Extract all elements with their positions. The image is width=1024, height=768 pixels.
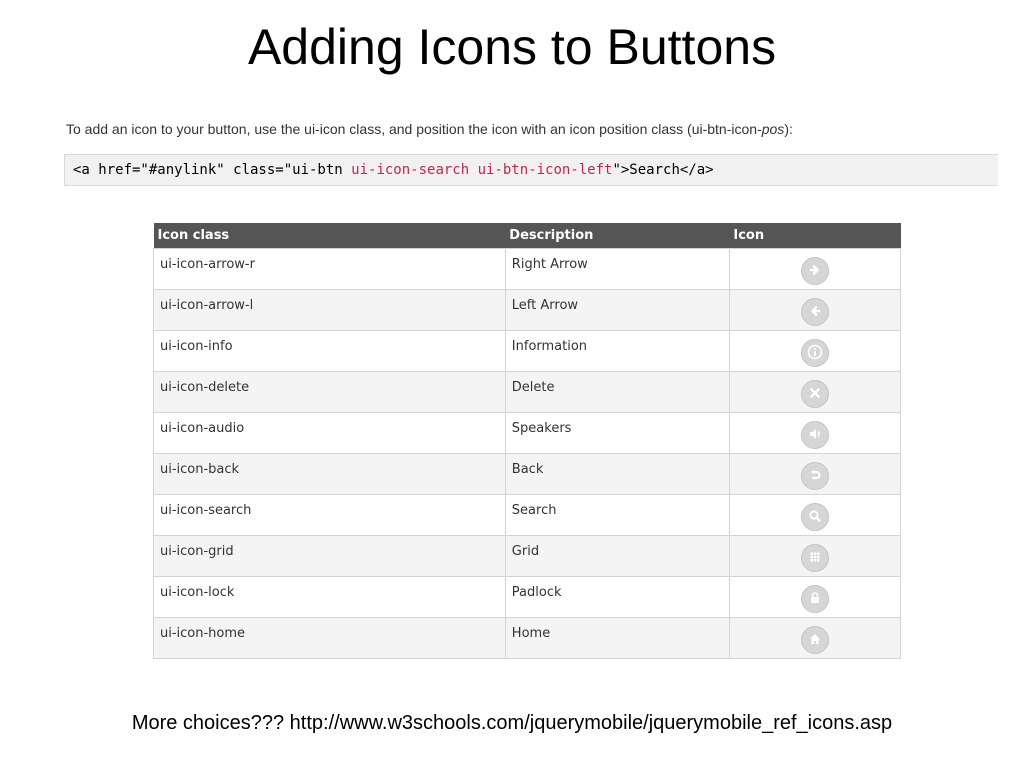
description-cell: Left Arrow bbox=[505, 290, 729, 331]
icon-class-cell: ui-icon-arrow-l bbox=[154, 290, 506, 331]
footer-text: More choices??? http://www.w3schools.com/jquerymobile/jquerymobile_ref_icons.asp bbox=[131, 712, 893, 734]
description-cell: Information bbox=[505, 331, 729, 372]
table-row bbox=[154, 618, 901, 659]
code-example bbox=[64, 154, 998, 186]
icon-cell bbox=[729, 290, 900, 331]
description-cell: Back bbox=[505, 454, 729, 495]
table-row bbox=[154, 413, 901, 454]
description-cell: Padlock bbox=[505, 577, 729, 618]
description-cell: Speakers bbox=[505, 413, 729, 454]
icon-cell bbox=[729, 413, 900, 454]
description-cell: Delete bbox=[505, 372, 729, 413]
intro-main: To add an icon to your button, use the ui-icon class, and position the icon with an icon position class (ui-btn-icon- bbox=[66, 121, 762, 137]
intro-pos: pos bbox=[761, 121, 785, 137]
table-row bbox=[154, 331, 901, 372]
icon-class-cell: ui-icon-arrow-r bbox=[154, 249, 506, 290]
header-icon-class: Icon class bbox=[154, 223, 506, 249]
table-row bbox=[154, 249, 901, 290]
table-row bbox=[154, 372, 901, 413]
slide-title: Adding Icons to Buttons bbox=[247, 19, 777, 75]
search-icon bbox=[801, 503, 829, 531]
icon-class-cell: ui-icon-home bbox=[154, 618, 506, 659]
info-icon bbox=[801, 339, 829, 367]
icon-cell bbox=[729, 372, 900, 413]
home-icon bbox=[801, 626, 829, 654]
description-cell: Right Arrow bbox=[505, 249, 729, 290]
delete-icon bbox=[801, 380, 829, 408]
description-cell: Search bbox=[505, 495, 729, 536]
lock-icon bbox=[801, 585, 829, 613]
icon-class-cell: ui-icon-search bbox=[154, 495, 506, 536]
icons-table bbox=[153, 223, 901, 659]
header-description: Description bbox=[505, 223, 729, 249]
table-row bbox=[154, 577, 901, 618]
icon-cell bbox=[729, 249, 900, 290]
description-cell: Grid bbox=[505, 536, 729, 577]
icon-class-cell: ui-icon-lock bbox=[154, 577, 506, 618]
header-icon: Icon bbox=[729, 223, 900, 249]
icon-cell bbox=[729, 331, 900, 372]
icon-class-cell: ui-icon-grid bbox=[154, 536, 506, 577]
arrow-left-icon bbox=[801, 298, 829, 326]
icon-class-cell: ui-icon-back bbox=[154, 454, 506, 495]
icon-class-cell: ui-icon-info bbox=[154, 331, 506, 372]
arrow-right-icon bbox=[801, 257, 829, 285]
icon-cell bbox=[729, 536, 900, 577]
table-row bbox=[154, 536, 901, 577]
table-header-row bbox=[154, 223, 901, 249]
grid-icon bbox=[801, 544, 829, 572]
table-row bbox=[154, 495, 901, 536]
intro-text bbox=[66, 121, 793, 137]
code-prefix: <a href="#anylink" class="ui-btn bbox=[73, 162, 352, 178]
code-highlight: ui-icon-search ui-btn-icon-left bbox=[351, 162, 613, 178]
table-row bbox=[154, 290, 901, 331]
table-row bbox=[154, 454, 901, 495]
icon-class-cell: ui-icon-delete bbox=[154, 372, 506, 413]
icon-cell bbox=[729, 495, 900, 536]
intro-end: ): bbox=[784, 121, 793, 137]
back-icon bbox=[801, 462, 829, 490]
icon-cell bbox=[729, 577, 900, 618]
icon-cell bbox=[729, 618, 900, 659]
code-suffix: ">Search</a> bbox=[612, 162, 714, 178]
icon-class-cell: ui-icon-audio bbox=[154, 413, 506, 454]
description-cell: Home bbox=[505, 618, 729, 659]
audio-icon bbox=[801, 421, 829, 449]
icon-cell bbox=[729, 454, 900, 495]
